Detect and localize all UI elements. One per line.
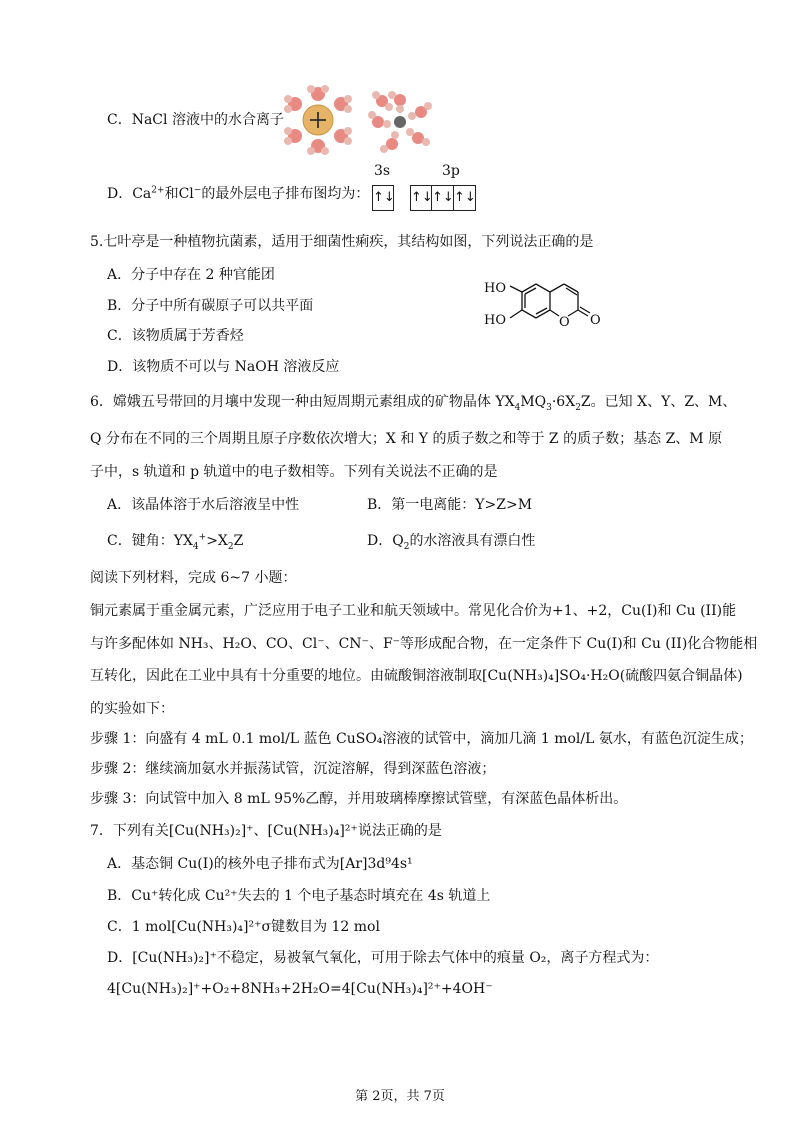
water-molecule bbox=[334, 127, 352, 145]
q6-option-d bbox=[367, 532, 535, 550]
q5-option-c: C．该物质属于芳香烃 bbox=[107, 328, 244, 344]
q6-c-suffix: >X bbox=[206, 533, 228, 549]
q4-d-cl: 和Cl bbox=[164, 186, 194, 202]
material-paragraph-line1: 铜元素属于重金属元素，广泛应用于电子工业和航天领域中。常见化合价为+1、+2，Cu(I)和 Cu (II)能 bbox=[90, 603, 737, 619]
q7-stem: 7．下列有关[Cu(NH₃)₂]⁺、[Cu(NH₃)₄]²⁺说法正确的是 bbox=[90, 823, 442, 839]
material-intro: 阅读下列材料，完成 6~7 小题： bbox=[90, 570, 297, 586]
water-molecule bbox=[334, 95, 352, 113]
ho-bottom-label: HO bbox=[484, 313, 506, 328]
q6-c-end: Z bbox=[233, 533, 244, 549]
q6-stem-part1-end: 。已知 X、Y、Z、M、 bbox=[590, 394, 737, 410]
q6-formula-mq: MQ bbox=[520, 394, 547, 410]
sub-4: 4 bbox=[514, 402, 521, 413]
water-molecule bbox=[368, 111, 391, 128]
q4-d-cl-charge: − bbox=[193, 185, 202, 196]
q6-stem-line1 bbox=[90, 393, 736, 411]
q7-equation: 4[Cu(NH₃)₂]⁺+O₂+8NH₃+2H₂O=4[Cu(NH₃)₄]²⁺+4OH⁻ bbox=[107, 981, 493, 997]
q5-stem: 5.七叶亭是一种植物抗菌素，适用于细菌性痢疾，其结构如图，下列说法正确的是 bbox=[90, 234, 594, 250]
orbital-label-3s: 3s bbox=[374, 163, 391, 179]
q6-option-b: B．第一电离能：Y>Z>M bbox=[367, 497, 533, 513]
material-step3: 步骤 3：向试管中加入 8 mL 95%乙醇，并用玻璃棒摩擦试管壁，有深蓝色晶体析出。 bbox=[90, 791, 628, 807]
water-molecule bbox=[307, 85, 329, 101]
material-step1: 步骤 1：向盛有 4 mL 0.1 mol/L 蓝色 CuSO₄溶液的试管中，滴加几滴 1 mol/L 氨水，有蓝色沉淀生成； bbox=[90, 731, 753, 747]
q7-option-c: C．1 mol[Cu(NH₃)₄]²⁺σ键数目为 12 mol bbox=[107, 919, 380, 935]
q4-d-suffix: 的最外层电子排布图均为： bbox=[201, 186, 370, 202]
orbital-3s-boxes bbox=[372, 185, 394, 211]
orbital-box: ↑↓ bbox=[454, 185, 476, 211]
q6-stem-line3: 子中，s 轨道和 p 轨道中的电子数相等。下列有关说法不正确的是 bbox=[90, 464, 498, 480]
hydrated-sodium-ion bbox=[284, 85, 352, 155]
sup-plus: + bbox=[198, 532, 207, 543]
q7-option-b: B．Cu⁺转化成 Cu²⁺失去的 1 个电子基态时填充在 4s 轨道上 bbox=[107, 888, 491, 904]
q4-d-ca-charge: 2+ bbox=[151, 185, 165, 196]
q6-option-c bbox=[107, 532, 243, 550]
q6-c-prefix: C．键角：YX bbox=[107, 533, 193, 549]
material-paragraph-line3: 互转化，因此在工业中具有十分重要的地位。由硫酸铜溶液制取[Cu(NH₃)₄]SO₄·H₂O(硫酸四氨合铜晶体) bbox=[90, 668, 743, 684]
q4-option-c-text: C．NaCl 溶液中的水合离子 bbox=[107, 112, 284, 128]
q5-option-d: D．该物质不可以与 NaOH 溶液反应 bbox=[107, 359, 340, 375]
q6-formula-6x: ·6X bbox=[551, 394, 576, 410]
material-step2: 步骤 2：继续滴加氨水并振荡试管，沉淀溶解，得到深蓝色溶液； bbox=[90, 761, 496, 777]
q6-stem-part1: 6．嫦娥五号带回的月壤中发现一种由短周期元素组成的矿物晶体 YX bbox=[90, 394, 515, 410]
q4-option-c bbox=[107, 111, 284, 129]
q6-option-a: A．该晶体溶于水后溶液呈中性 bbox=[107, 497, 300, 513]
hydrated-chloride-ion bbox=[368, 91, 432, 153]
q5-option-b: B．分子中所有碳原子可以共平面 bbox=[107, 298, 314, 314]
hydrated-ions-figure bbox=[278, 82, 448, 158]
sub-2: 2 bbox=[403, 541, 410, 552]
sub-2: 2 bbox=[575, 402, 581, 413]
orbital-label-3p: 3p bbox=[442, 163, 460, 179]
orbital-box: ↑↓ bbox=[410, 185, 432, 211]
water-molecule bbox=[408, 102, 432, 120]
water-molecule bbox=[406, 128, 430, 146]
esculetin-structure bbox=[480, 280, 620, 348]
ring-oxygen-label: O bbox=[559, 315, 570, 330]
water-molecule bbox=[307, 139, 329, 155]
ho-top-label: HO bbox=[484, 281, 506, 296]
page-number: 第 2页，共 7页 bbox=[355, 1089, 445, 1104]
q6-formula-z: Z bbox=[580, 394, 591, 410]
q4-option-d bbox=[107, 185, 369, 203]
orbital-3p-boxes bbox=[410, 185, 476, 211]
q6-stem-line2: Q 分布在不同的三个周期且原子序数依次增大；X 和 Y 的质子数之和等于 Z 的质子数；基态 Z、M 原 bbox=[90, 431, 723, 447]
orbital-box: ↑↓ bbox=[372, 185, 394, 211]
water-molecule bbox=[380, 131, 399, 153]
chloride-ion bbox=[394, 116, 406, 128]
q6-d-suffix: 的水溶液具有漂白性 bbox=[409, 533, 536, 549]
q4-d-ca: D．Ca bbox=[107, 186, 152, 202]
q6-d-prefix: D．Q bbox=[367, 533, 404, 549]
sub-3: 3 bbox=[546, 402, 552, 413]
q7-option-a: A．基态铜 Cu(I)的核外电子排布式为[Ar]3d⁹4s¹ bbox=[107, 856, 413, 872]
material-paragraph-line2: 与许多配体如 NH₃、H₂O、CO、Cl⁻、CN⁻、F⁻等形成配合物，在一定条件下 Cu(I)和 Cu (II)化合物能相 bbox=[90, 636, 758, 652]
sub-4: 4 bbox=[192, 541, 199, 552]
carbonyl-oxygen-label: O bbox=[590, 313, 601, 328]
water-molecule bbox=[284, 95, 302, 113]
q7-option-d: D．[Cu(NH₃)₂]⁺不稳定，易被氧气氧化，可用于除去气体中的痕量 O₂，离子方程式为： bbox=[107, 950, 659, 966]
water-molecule bbox=[284, 127, 302, 145]
orbital-box: ↑↓ bbox=[432, 185, 454, 211]
sub-2: 2 bbox=[227, 541, 234, 552]
material-paragraph-line4: 的实验如下： bbox=[90, 701, 174, 717]
q5-option-a: A．分子中存在 2 种官能团 bbox=[107, 267, 275, 283]
